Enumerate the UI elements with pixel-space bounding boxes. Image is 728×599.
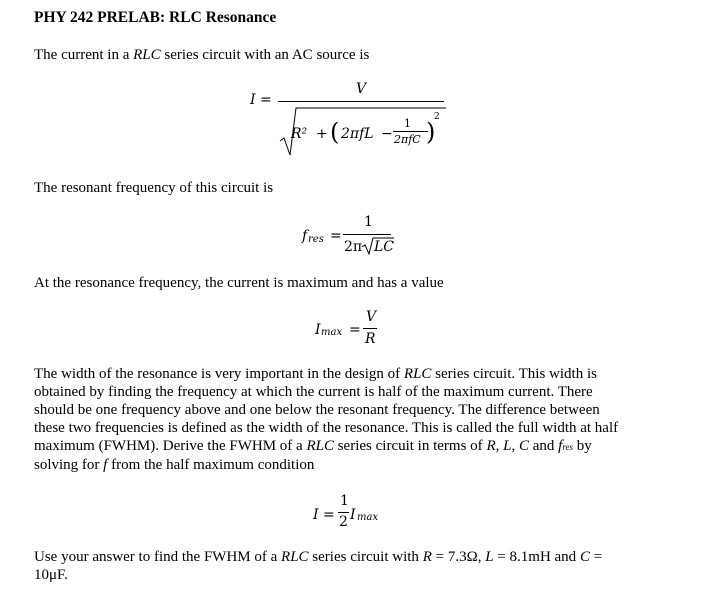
eq3-equals: =: [349, 322, 361, 338]
r-value: = 7.3Ω,: [431, 549, 486, 565]
eq2-equals: =: [330, 228, 342, 244]
eq1-r-squared: R²: [291, 126, 308, 142]
var-f: f: [558, 438, 563, 454]
eq4-denominator: 2: [339, 514, 348, 530]
eq4-i-max: I: [350, 507, 356, 523]
line: [34, 548, 602, 566]
text: The width of the resonance is very important in the design of: [34, 366, 404, 382]
text: ,: [495, 438, 504, 454]
eq1-open-paren: (: [330, 118, 340, 146]
eq4-subscript: max: [357, 512, 379, 523]
eq1-equals: =: [260, 92, 272, 108]
l-value: = 8.1mH and: [493, 549, 580, 565]
text: series circuit in terms of: [333, 438, 487, 454]
eq1-close-paren: ): [426, 118, 436, 146]
var-c: C: [518, 438, 529, 454]
var-r: R: [422, 549, 432, 565]
eq2-f-subscript: res: [308, 234, 324, 245]
c-equals: =: [589, 549, 603, 565]
eq4-numerator: 1: [340, 493, 349, 509]
text: The current in a: [34, 47, 134, 63]
text: series circuit with: [308, 549, 423, 565]
line: 10μF.: [34, 567, 68, 583]
text: by: [572, 438, 592, 454]
line: these two frequencies is defined as the width of the resonance. This is called the full width at half: [34, 420, 619, 436]
text-rlc: RLC: [133, 47, 161, 63]
text: maximum (FWHM). Derive the FWHM of a: [34, 438, 307, 454]
eq1-numerator: V: [356, 81, 367, 97]
eq2-f: f: [302, 228, 308, 244]
var-l: L: [503, 438, 512, 454]
eq1-inner-numerator: 1: [404, 117, 411, 130]
resonant-frequency-text: The resonant frequency of this circuit is: [34, 180, 274, 196]
text: solving for: [34, 457, 104, 473]
text: and: [528, 438, 559, 454]
eq1-minus: −: [381, 126, 393, 142]
max-current-text: At the resonance frequency, the current is maximum and has a value: [34, 275, 444, 291]
text: from the half maximum condition: [107, 457, 315, 473]
eq4-fraction-bar: [338, 512, 349, 513]
eq2-denominator-prefix: 2π: [344, 239, 363, 255]
eq2-radicand: LC: [374, 239, 395, 255]
line: should be one frequency above and one below the resonant frequency. The difference between: [34, 402, 600, 418]
page-title: PHY 242 PRELAB: RLC Resonance: [34, 9, 277, 26]
var-l: L: [485, 549, 494, 565]
eq1-two-pi-f-l: 2πfL: [341, 126, 374, 142]
eq1-lhs: I: [250, 92, 256, 108]
problem-paragraph: [34, 548, 602, 584]
eq1-exponent: 2: [434, 112, 440, 122]
text: Use your answer to find the FWHM of a: [34, 549, 282, 565]
eq3-i: I: [315, 322, 321, 338]
text: series circuit. This width is: [431, 366, 597, 382]
var-r: R: [486, 438, 496, 454]
text-rlc: RLC: [403, 366, 432, 382]
eq4-equals: =: [323, 507, 335, 523]
text-rlc: RLC: [306, 438, 334, 454]
eq3-subscript: max: [321, 327, 343, 338]
eq3-numerator: V: [366, 309, 377, 325]
eq3-denominator: R: [365, 331, 376, 347]
var-f: f: [103, 457, 108, 473]
eq1-inner-denominator: 2πfC: [394, 133, 421, 146]
eq4-i: I: [313, 507, 319, 523]
text-rlc: RLC: [281, 549, 309, 565]
var-f-subscript: res: [562, 442, 573, 452]
eq1-plus: +: [316, 126, 328, 142]
text: ,: [511, 438, 519, 454]
line: obtained by finding the frequency at which the current is half of the maximum current. There: [34, 384, 593, 400]
var-c: C: [579, 549, 590, 565]
eq2-numerator: 1: [364, 214, 373, 230]
text: series circuit with an AC source is: [160, 47, 370, 63]
